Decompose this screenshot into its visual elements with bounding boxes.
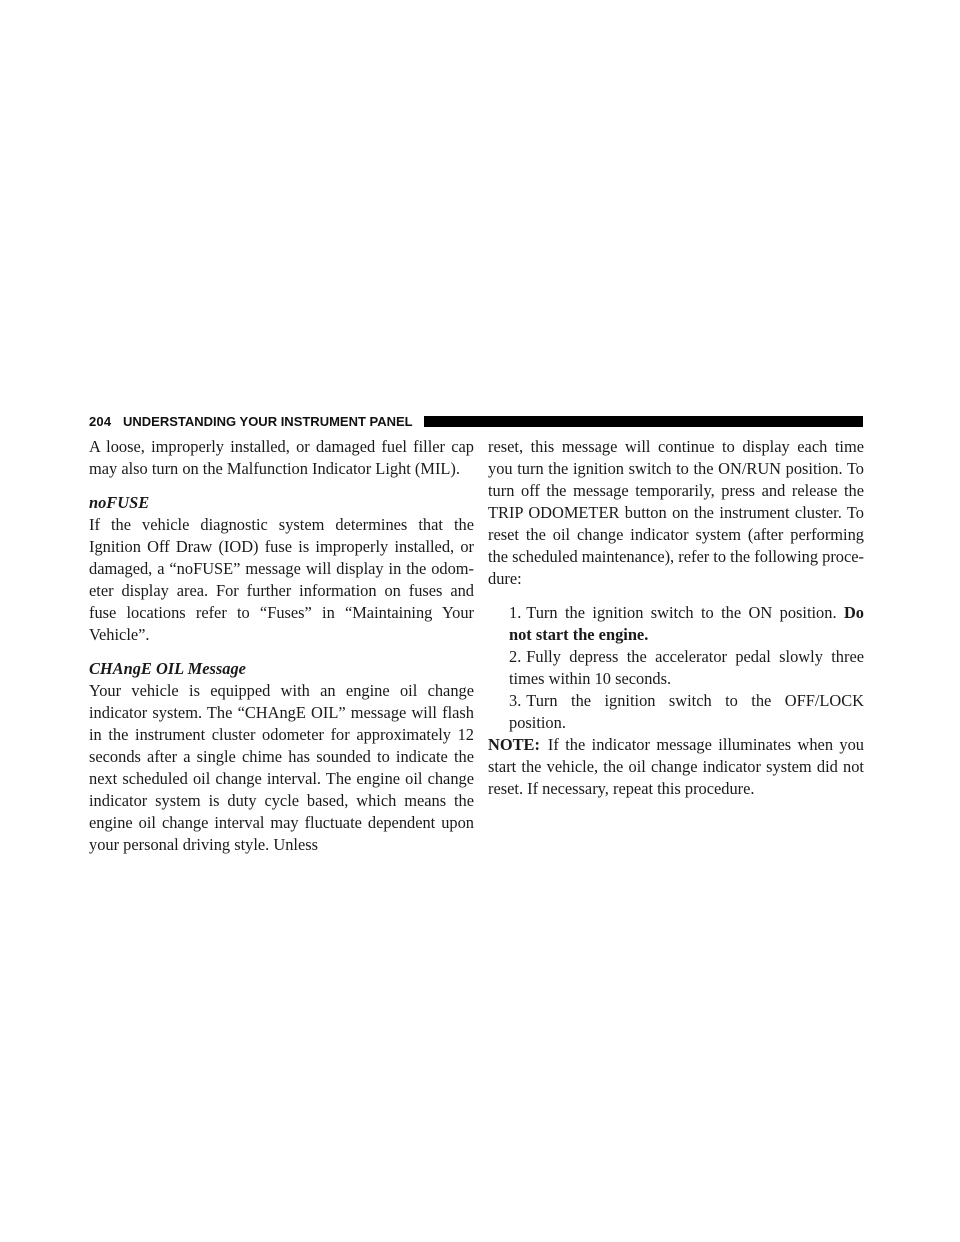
header-rule — [424, 416, 863, 427]
note-paragraph — [488, 734, 864, 800]
continuation-paragraph: reset, this message will continue to display each time you turn the ignition switch to the ON/RUN position. To turn off the message temporarily, press and release the TRIP ODOMETER button on the instrument cluster. To reset the oil change indicator system (after performing the scheduled maintenance), refer to the following proce-dure: — [488, 437, 864, 588]
change-oil-paragraph: Your vehicle is equipped with an engine oil change indicator system. The “CHAngE OIL” message will flash in the instrument cluster odometer for approximately 12 seconds after a single chime has sounded to indicate the next scheduled oil change interval. The engine oil change indicator system is duty cycle based, which means the engine oil change interval may fluctuate dependent upon your personal driving style. Unless — [89, 681, 474, 854]
right-column — [488, 436, 864, 800]
note-text: If the indicator message illuminates when you start the vehicle, the oil change indicator system did not reset. If necessary, repeat this procedure. — [488, 735, 864, 798]
note-label: NOTE: — [488, 735, 540, 754]
nofuse-paragraph: If the vehicle diagnostic system determines that the Ignition Off Draw (IOD) fuse is improperly installed, or damaged, a “noFUSE” message will display in the odom-eter display area. For further information on fuses and fuse locations refer to “Fuses” in “Maintaining Your Vehicle”. — [89, 515, 474, 644]
step-number: 1. — [509, 603, 522, 622]
page-header — [88, 414, 863, 430]
step-text: Turn the ignition switch to the OFF/LOCK position. — [509, 691, 864, 732]
left-column — [89, 436, 474, 856]
step-3 — [488, 690, 864, 734]
nofuse-heading: noFUSE — [89, 493, 150, 512]
step-warning: Do not start the engine. — [509, 603, 864, 644]
step-number: 3. — [509, 691, 522, 710]
step-2 — [488, 646, 864, 690]
step-text: Fully depress the accelerator pedal slowly three times within 10 seconds. — [509, 647, 864, 688]
intro-paragraph: A loose, improperly installed, or damaged fuel filler cap may also turn on the Malfunction Indicator Light (MIL). — [89, 437, 474, 478]
step-number: 2. — [509, 647, 522, 666]
step-text: Turn the ignition switch to the ON position. — [526, 603, 837, 622]
change-oil-heading: CHAngE OIL Message — [89, 659, 246, 678]
section-title: UNDERSTANDING YOUR INSTRUMENT PANEL — [123, 414, 413, 429]
page-number: 204 — [89, 414, 112, 429]
step-1 — [488, 602, 864, 646]
